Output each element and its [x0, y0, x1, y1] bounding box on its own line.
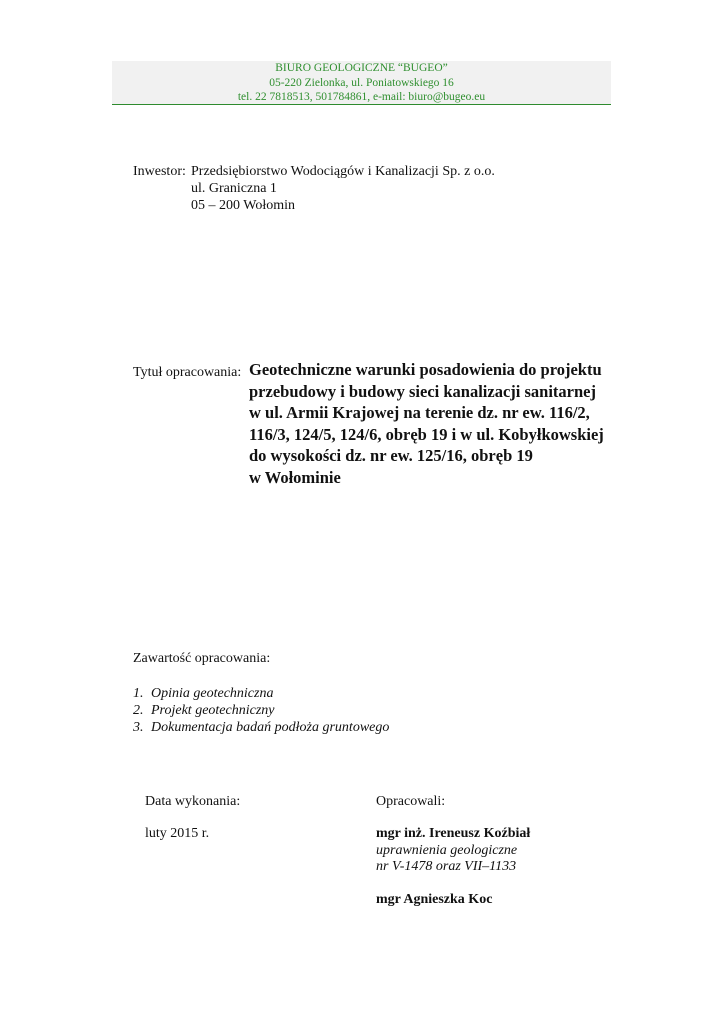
title-line: w Wołominie [249, 467, 341, 487]
list-item [133, 685, 389, 702]
list-item-number: 3. [133, 720, 144, 735]
author1-credential: uprawnienia geologiczne [376, 843, 518, 858]
company-contact: tel. 22 7818513, 501784861, e-mail: biuro@bugeo.eu [237, 91, 486, 103]
contents-list [133, 685, 389, 736]
list-item-text: Projekt geotechniczny [151, 703, 275, 718]
investor-name: Przedsiębiorstwo Wodociągów i Kanalizacji Sp. z o.o. [191, 164, 495, 179]
title-line: do wysokości dz. nr ew. 125/16, obręb 19 [249, 446, 533, 465]
company-name: BIURO GEOLOGICZNE “BUGEO” [275, 62, 448, 74]
list-item [133, 702, 389, 719]
list-item-text: Opinia geotechniczna [151, 686, 274, 701]
author1-name: mgr inż. Ireneusz Koźbiał [376, 826, 531, 841]
authors-label: Opracowali: [376, 794, 446, 809]
document-title [249, 359, 604, 488]
date-value: luty 2015 r. [145, 826, 210, 841]
letterhead [112, 61, 611, 105]
company-address: 05-220 Zielonka, ul. Poniatowskiego 16 [269, 76, 454, 89]
list-item-number: 2. [133, 703, 144, 718]
author1-license: nr V-1478 oraz VII–1133 [376, 859, 517, 874]
title-line: przebudowy i budowy sieci kanalizacji sanitarnej [249, 381, 596, 401]
contents-label: Zawartość opracowania: [133, 651, 271, 666]
title-line: Geotechniczne warunki posadowienia do projektu [249, 360, 602, 379]
title-line: w ul. Armii Krajowej na terenie dz. nr ew. 116/2, [249, 403, 590, 422]
title-label: Tytuł opracowania: [133, 365, 242, 380]
investor-city: 05 – 200 Wołomin [191, 198, 296, 213]
list-item-text: Dokumentacja badań podłoża gruntowego [151, 720, 390, 735]
title-line: 116/3, 124/5, 124/6, obręb 19 i w ul. Kobyłkowskiej [249, 424, 604, 444]
list-item-number: 1. [133, 686, 144, 701]
author2-name: mgr Agnieszka Koc [376, 892, 493, 907]
list-item [133, 719, 389, 736]
investor-label: Inwestor: [133, 164, 186, 179]
date-label: Data wykonania: [145, 794, 241, 809]
investor-street: ul. Graniczna 1 [191, 181, 277, 196]
